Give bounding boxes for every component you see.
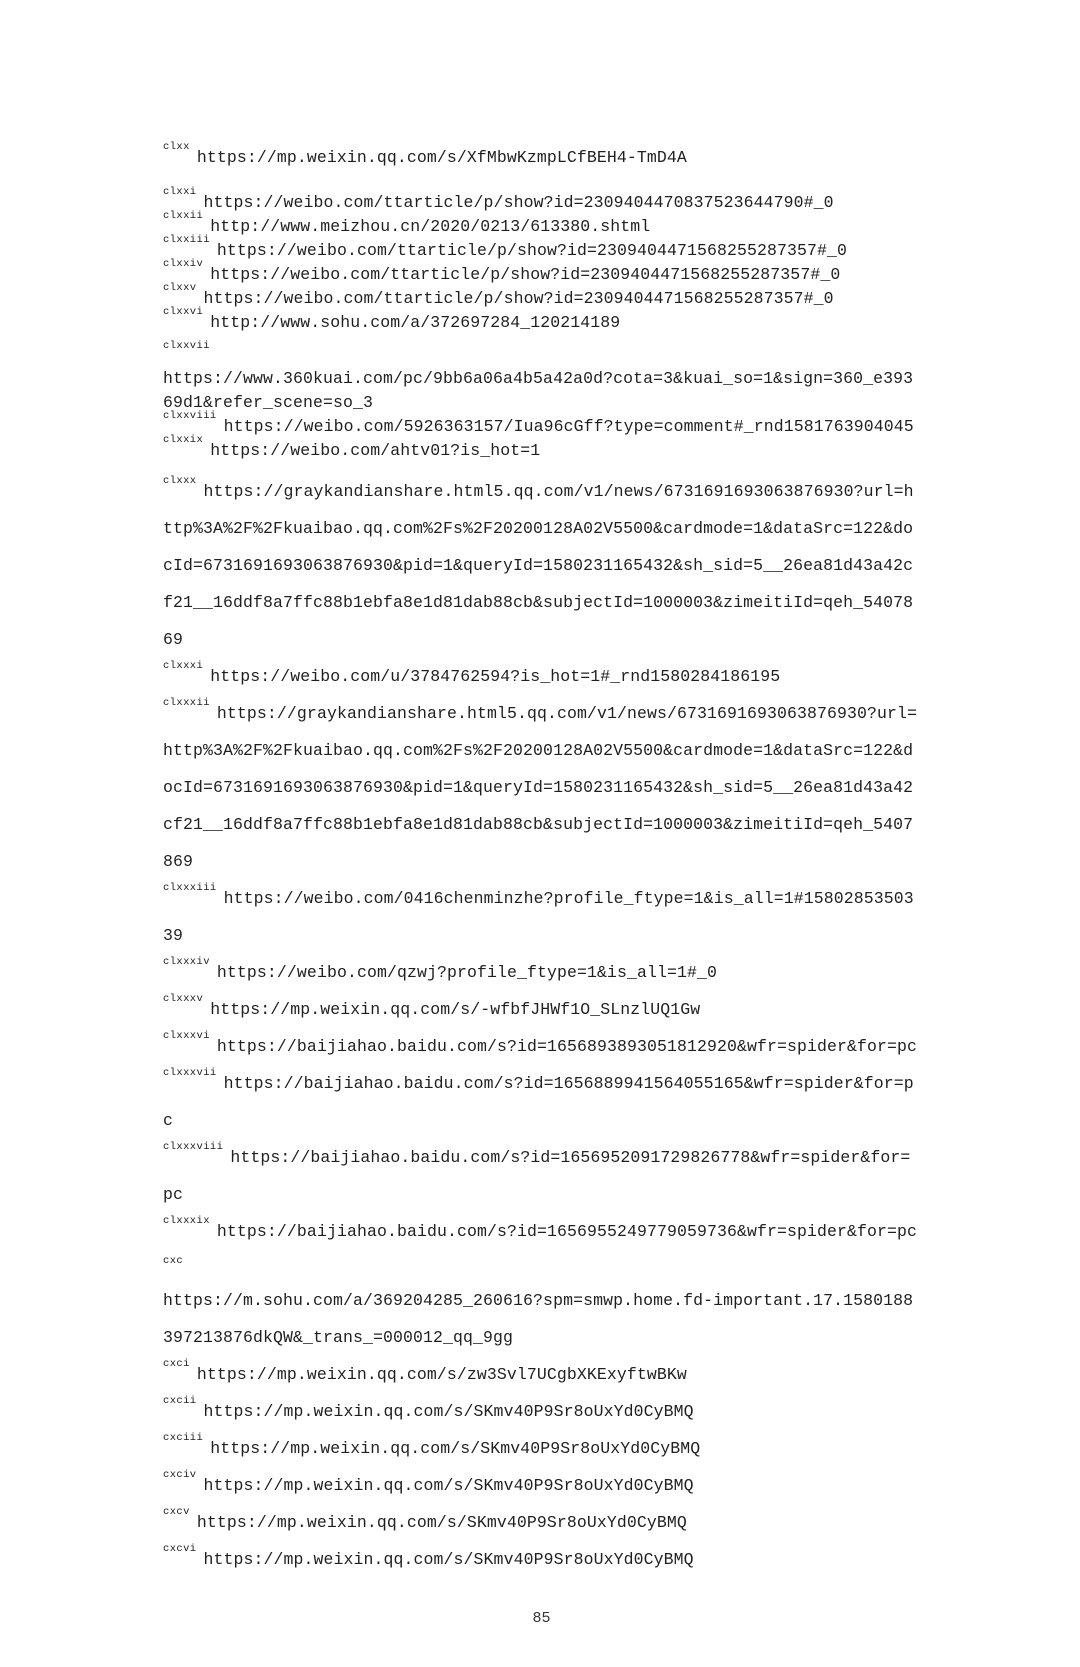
endnote-url: https://weibo.com/ttarticle/p/show?id=2309404471568255287357#_0: [210, 265, 841, 284]
endnote-url: https://weibo.com/ahtv01?is_hot=1: [210, 441, 541, 460]
endnote-entry: [163, 409, 920, 439]
endnote-url: https://baijiahao.baidu.com/s?id=1656952091729826778&wfr=spider&for=pc: [163, 1148, 911, 1204]
endnote-entry: [163, 335, 920, 415]
endnote-label: clxxxvii: [163, 1066, 217, 1079]
endnote-label: clxxi: [163, 185, 197, 198]
endnote-entry: [163, 1430, 920, 1467]
endnote-url: https://mp.weixin.qq.com/s/SKmv40P9Sr8oUxYd0CyBMQ: [210, 1439, 701, 1458]
endnote-entry: [163, 880, 920, 954]
endnote-url: https://mp.weixin.qq.com/s/SKmv40P9Sr8oUxYd0CyBMQ: [203, 1550, 694, 1569]
endnote-label: cxcii: [163, 1394, 197, 1407]
endnote-label: clxxxiii: [163, 881, 217, 894]
endnote-url: https://weibo.com/ttarticle/p/show?id=2309404471568255287357#_0: [203, 289, 834, 308]
endnote-label: clxxix: [163, 433, 204, 446]
endnote-entry: [163, 954, 920, 991]
endnote-url: https://mp.weixin.qq.com/s/SKmv40P9Sr8oUxYd0CyBMQ: [196, 1513, 687, 1532]
endnote-label: clxxxvi: [163, 1029, 210, 1042]
endnote-label: clxxvi: [163, 305, 204, 318]
endnote-entry: [163, 1504, 920, 1541]
endnote-label: cxcvi: [163, 1542, 197, 1555]
endnote-url: https://mp.weixin.qq.com/s/SKmv40P9Sr8oUxYd0CyBMQ: [203, 1402, 694, 1421]
endnote-url: https://weibo.com/5926363157/Iua96cGff?type=comment#_rnd1581763904045: [223, 417, 914, 436]
endnote-entry: [163, 233, 920, 263]
endnote-url: https://graykandianshare.html5.qq.com/v1/news/6731691693063876930?url=http%3A%2F%2Fkuaibao.qq.com%2Fs%2F20200128A02V5500&cardmode=1&dataSrc=122&docId=6731691693063876930&pid=1&queryId=1580231165432&sh_sid=5__26ea81d43a42cf21__16ddf8a7ffc88b1ebfa8e1d81dab88cb&subjectId=1000003&zimeitiId=qeh_5407869: [163, 704, 918, 871]
endnote-url: https://weibo.com/ttarticle/p/show?id=2309404470837523644790#_0: [203, 193, 834, 212]
endnote-url: https://weibo.com/ttarticle/p/show?id=2309404471568255287357#_0: [216, 241, 848, 260]
endnote-entry: [163, 1065, 920, 1139]
endnote-entry: [163, 1467, 920, 1504]
endnote-entry: [163, 1393, 920, 1430]
endnote-entry: [163, 140, 920, 170]
endnote-entry: [163, 1541, 920, 1578]
endnote-label: clxxxiv: [163, 955, 210, 968]
endnote-entry: [163, 1139, 920, 1213]
endnote-entry: [163, 1356, 920, 1393]
endnote-entry: [163, 695, 920, 880]
endnote-url: https://baijiahao.baidu.com/s?id=1656893893051812920&wfr=spider&for=pc: [216, 1037, 918, 1056]
endnote-label: clxxx: [163, 474, 197, 487]
endnote-entry: [163, 991, 920, 1028]
endnote-label: clxxvii: [163, 340, 210, 352]
endnote-url: https://weibo.com/qzwj?profile_ftype=1&is_all=1#_0: [216, 963, 718, 982]
endnote-label: clxxii: [163, 209, 204, 222]
endnote-entry: [163, 257, 920, 287]
endnote-url: http://www.meizhou.cn/2020/0213/613380.shtml: [210, 217, 651, 236]
endnotes-list: [163, 140, 920, 1578]
endnote-entry: [163, 1028, 920, 1065]
endnote-url: http://www.sohu.com/a/372697284_120214189: [210, 313, 621, 332]
endnote-label: clxxxv: [163, 992, 204, 1005]
endnote-label: clxx: [163, 140, 190, 153]
endnote-label: cxciv: [163, 1468, 197, 1481]
endnote-url: https://mp.weixin.qq.com/s/SKmv40P9Sr8oUxYd0CyBMQ: [203, 1476, 694, 1495]
page-number: 85: [532, 1610, 551, 1627]
endnote-label: cxc: [163, 1255, 184, 1267]
endnote-entry: [163, 1250, 920, 1356]
endnote-url: https://m.sohu.com/a/369204285_260616?spm=smwp.home.fd-important.17.1580188397213876dkQW&_trans_=000012_qq_9gg: [163, 1291, 914, 1347]
endnote-label: clxxxix: [163, 1214, 210, 1227]
endnote-label: clxxxviii: [163, 1140, 224, 1153]
endnote-label: cxci: [163, 1357, 190, 1370]
endnote-entry: [163, 209, 920, 239]
endnote-label: clxxiii: [163, 233, 210, 246]
endnote-entry: [163, 433, 920, 463]
endnote-url: https://mp.weixin.qq.com/s/-wfbfJHWf1O_SLnzlUQ1Gw: [210, 1000, 701, 1019]
endnote-entry: [163, 658, 920, 695]
endnote-url: https://graykandianshare.html5.qq.com/v1/news/6731691693063876930?url=http%3A%2F%2Fkuaibao.qq.com%2Fs%2F20200128A02V5500&cardmode=1&dataSrc=122&docId=6731691693063876930&pid=1&queryId=1580231165432&sh_sid=5__26ea81d43a42cf21__16ddf8a7ffc88b1ebfa8e1d81dab88cb&subjectId=1000003&zimeitiId=qeh_5407869: [163, 482, 914, 649]
endnote-url: https://baijiahao.baidu.com/s?id=1656889941564055165&wfr=spider&for=pc: [163, 1074, 914, 1130]
endnote-url: https://mp.weixin.qq.com/s/XfMbwKzmpLCfBEH4-TmD4A: [196, 148, 687, 167]
endnote-entry: [163, 473, 920, 658]
endnote-label: clxxv: [163, 281, 197, 294]
endnote-label: clxxxii: [163, 696, 210, 709]
endnote-label: cxcv: [163, 1505, 190, 1518]
endnote-url: https://weibo.com/u/3784762594?is_hot=1#_rnd1580284186195: [210, 667, 781, 686]
endnote-label: clxxiv: [163, 257, 204, 270]
endnote-url: https://mp.weixin.qq.com/s/zw3Svl7UCgbXKExyftwBKw: [196, 1365, 687, 1384]
endnote-url: https://weibo.com/0416chenminzhe?profile_ftype=1&is_all=1#1580285350339: [163, 889, 914, 945]
endnote-entry: [163, 1213, 920, 1250]
endnote-url: https://baijiahao.baidu.com/s?id=1656955249779059736&wfr=spider&for=pc: [216, 1222, 918, 1241]
endnote-entry: [163, 305, 920, 335]
endnote-entry: [163, 281, 920, 311]
endnote-label: clxxviii: [163, 409, 217, 422]
endnote-label: clxxxi: [163, 659, 204, 672]
endnote-label: cxciii: [163, 1431, 204, 1444]
endnote-entry: [163, 185, 920, 215]
endnote-url: https://www.360kuai.com/pc/9bb6a06a4b5a42a0d?cota=3&kuai_so=1&sign=360_e39369d1&refer_scene=so_3: [163, 369, 914, 412]
